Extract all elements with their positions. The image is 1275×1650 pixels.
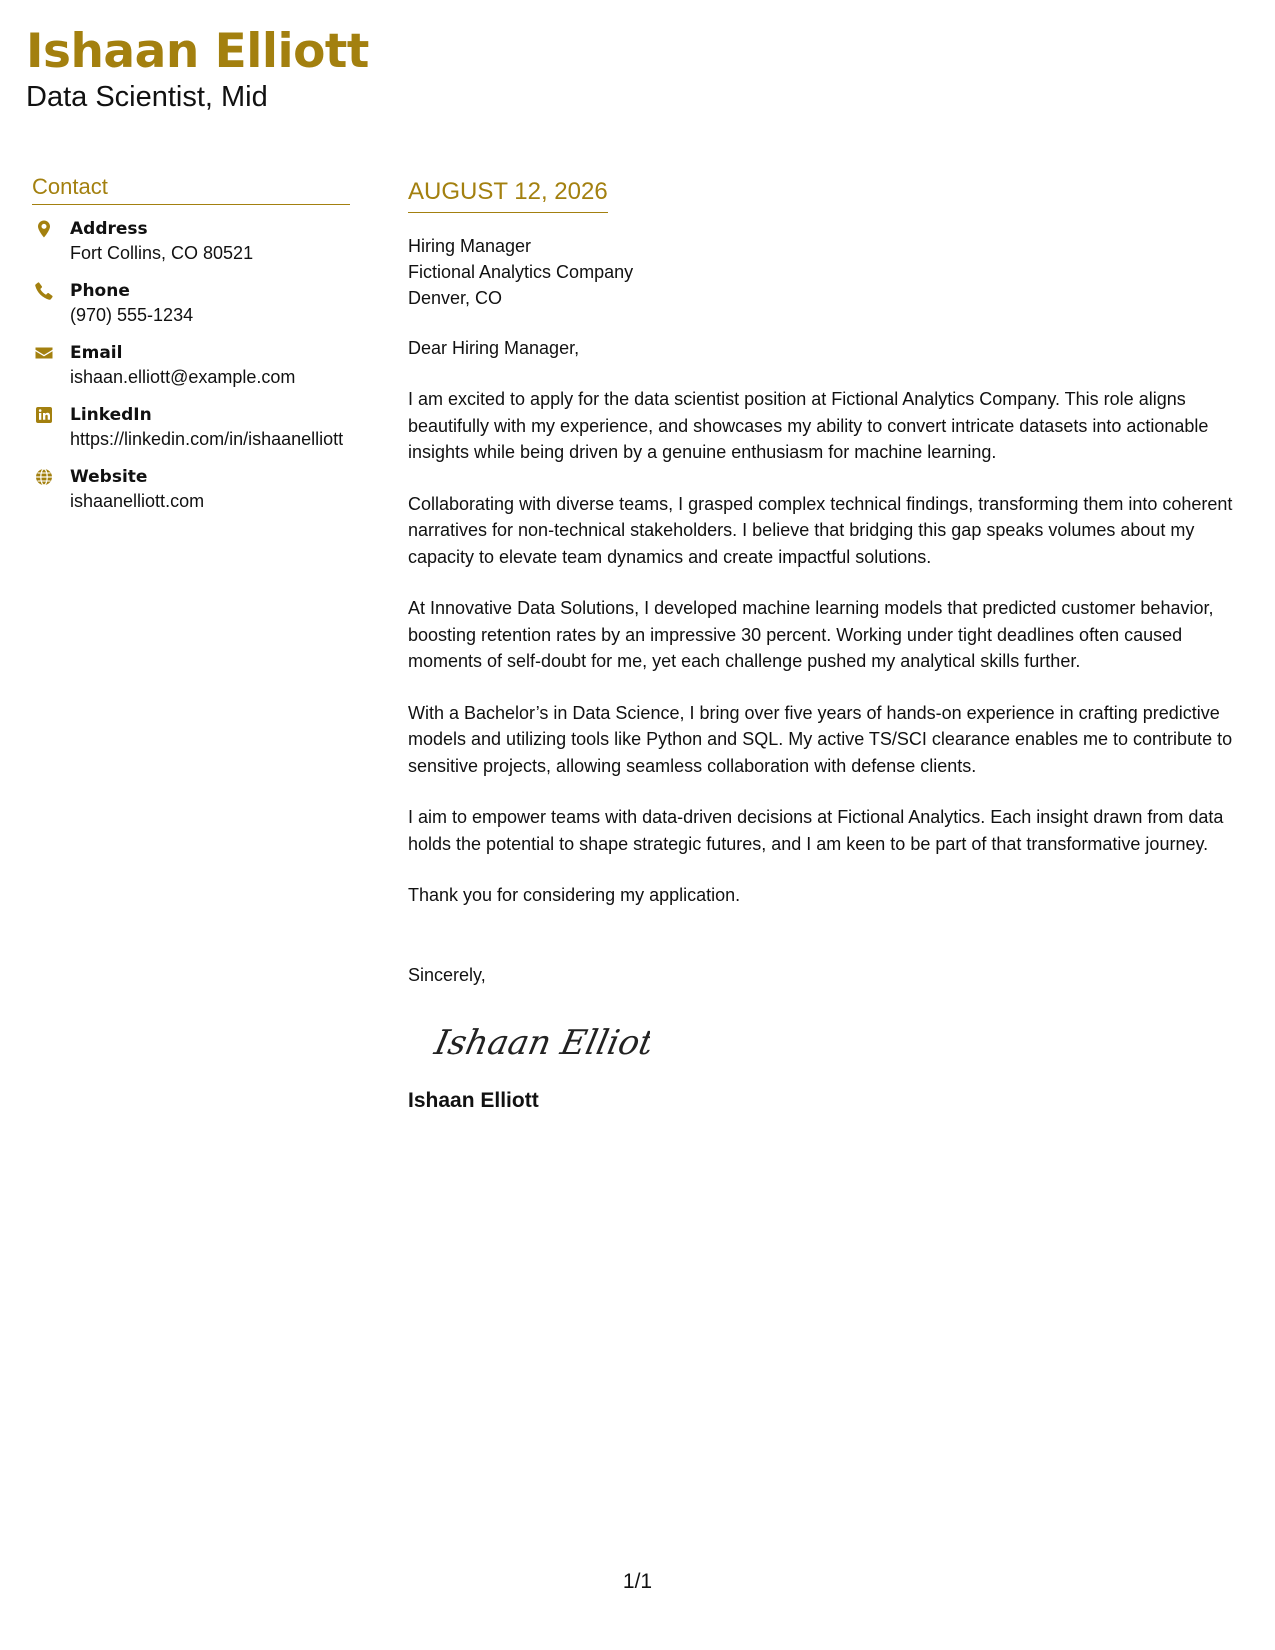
contact-address [32, 217, 350, 266]
letter-paragraph: I aim to empower teams with data-driven decisions at Fictional Analytics. Each insight drawn from data holds the potential to shape strategic futures, and I am keen to be part of that transformative journey. [408, 807, 1224, 854]
contact-label-website: Website [70, 467, 148, 487]
letter-date: AUGUST 12, 2026 [408, 178, 608, 213]
recipient-line: Denver, CO [408, 288, 503, 308]
phone-icon [34, 281, 54, 301]
contact-label-email: Email [70, 343, 123, 363]
signature-text: Ishaan Elliott [431, 1022, 650, 1063]
header [26, 24, 369, 114]
contact-sidebar [32, 174, 350, 527]
job-title: Data Scientist, Mid [26, 81, 268, 113]
salutation: Dear Hiring Manager, [408, 338, 580, 358]
letter-paragraph: At Innovative Data Solutions, I developed machine learning models that predicted customer behavior, boosting retention rates by an impressive 30 percent. Working under tight deadlines often caused moments of self-doubt for me, yet each challenge pushed my analytical skills further. [408, 598, 1214, 671]
letter-paragraph: Collaborating with diverse teams, I grasped complex technical findings, transforming them into coherent narratives for non-technical stakeholders. I believe that bridging this gap speaks volumes about my capacity to elevate team dynamics and create impactful solutions. [408, 493, 1233, 567]
contact-label-address: Address [70, 219, 148, 239]
contact-label-phone: Phone [70, 281, 130, 301]
contact-label-linkedin: LinkedIn [70, 405, 152, 425]
envelope-icon [34, 343, 54, 363]
letter-body [408, 178, 1250, 1113]
letter-paragraph: Thank you for considering my application. [408, 885, 741, 905]
contact-value-address: Fort Collins, CO 80521 [70, 243, 254, 263]
contact-value-phone: (970) 555-1234 [70, 305, 194, 325]
closing: Sincerely, [408, 964, 486, 985]
contact-heading: Contact [32, 174, 350, 205]
contact-email [32, 341, 350, 390]
globe-icon [34, 467, 54, 487]
recipient-block [408, 233, 1250, 311]
linkedin-icon [34, 405, 54, 425]
signer-name: Ishaan Elliott [408, 1088, 539, 1112]
page-number: 1/1 [622, 1570, 653, 1593]
contact-value-linkedin[interactable]: https://linkedin.com/in/ishaanelliott [70, 429, 344, 449]
contact-phone [32, 279, 350, 328]
handwritten-signature [430, 1012, 650, 1072]
contact-value-website[interactable]: ishaanelliott.com [70, 491, 205, 511]
contact-linkedin [32, 403, 350, 452]
contact-website [32, 465, 350, 514]
recipient-line: Hiring Manager [408, 236, 532, 256]
contact-value-email[interactable]: ishaan.elliott@example.com [70, 367, 296, 387]
letter-paragraph: I am excited to apply for the data scientist position at Fictional Analytics Company. This role aligns beautifully with my experience, and showcases my ability to convert intricate datasets into actionable insights while being driven by a genuine enthusiasm for machine learning. [408, 389, 1209, 462]
letter-paragraph: With a Bachelor’s in Data Science, I bring over five years of hands-on experience in crafting predictive models and utilizing tools like Python and SQL. My active TS/SCI clearance enables me to contribute to sensitive projects, allowing seamless collaboration with defense clients. [408, 702, 1233, 776]
location-pin-icon [34, 219, 54, 239]
candidate-name: Ishaan Elliott [26, 24, 369, 79]
recipient-line: Fictional Analytics Company [408, 262, 634, 282]
